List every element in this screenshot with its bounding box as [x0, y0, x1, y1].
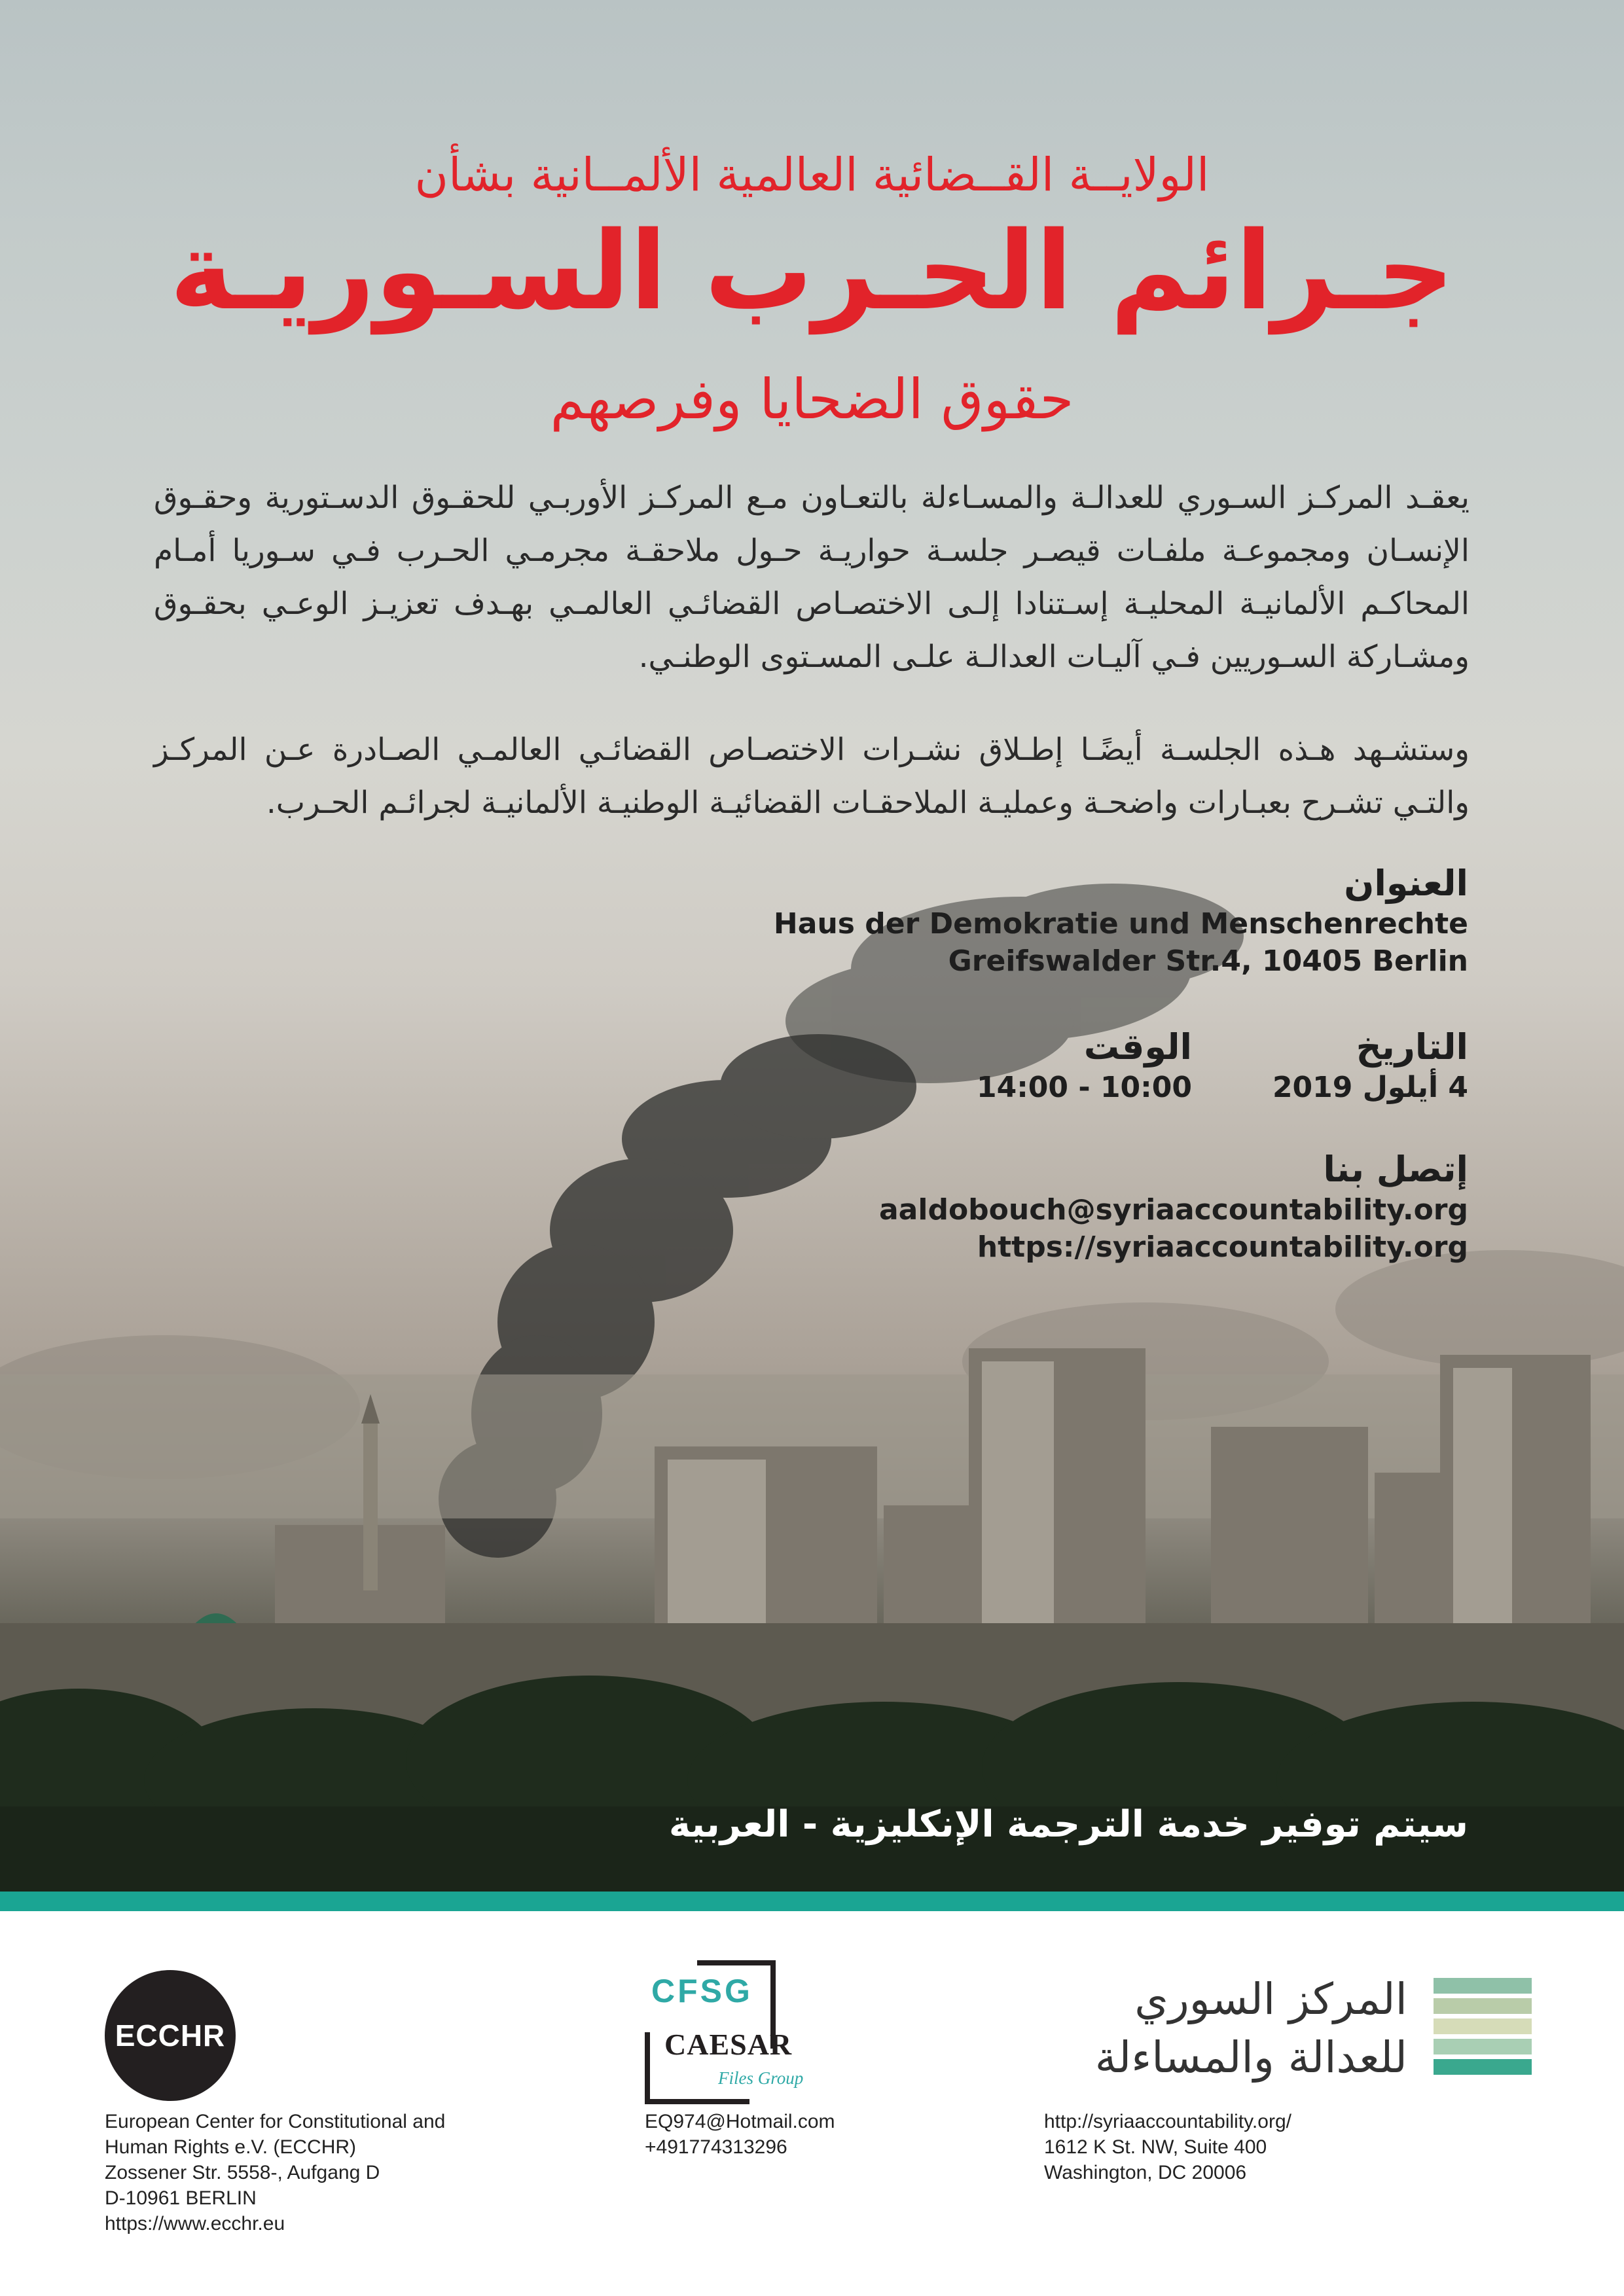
translation-note: سيتم توفير خدمة الترجمة الإنكليزية - العربية: [668, 1803, 1468, 1846]
ecchr-website-link[interactable]: https://www.ecchr.eu: [105, 2213, 285, 2234]
address-heading: العنوان: [1344, 863, 1468, 904]
sjac-website-link[interactable]: http://syriaaccountability.org/: [1044, 2111, 1291, 2132]
event-subtitle-top: الولايــة القــضائية العالمية الألمــانية بشأن: [414, 148, 1210, 202]
sjac-logo-line-2: للعدالة والمساءلة: [1094, 2032, 1407, 2083]
sjac-stripe: [1434, 1978, 1532, 1994]
teal-divider: [0, 1892, 1624, 1911]
event-title: جـرائم الحـرب السـوريـة: [170, 208, 1454, 334]
sjac-stripe: [1434, 2059, 1532, 2075]
ecchr-logo-text: ECCHR: [115, 2018, 226, 2053]
cfsg-group: Files Group: [718, 2068, 804, 2088]
cfsg-email-link[interactable]: EQ974@Hotmail.com: [645, 2111, 835, 2132]
ecchr-line: D-10961 BERLIN: [105, 2187, 257, 2209]
address-line-1: Haus der Demokratie und Menschenrechte: [773, 906, 1468, 941]
contact-email-link[interactable]: aaldobouch@syriaaccountability.org: [878, 1193, 1468, 1227]
contact-website-link[interactable]: https://syriaaccountability.org: [977, 1230, 1468, 1264]
sjac-contact: [1044, 2109, 1411, 2185]
description-paragraph-1: يعقـد المركـز السـوري للعدالـة والمسـاءلة بالتعـاون مـع المركـز الأوربـي للحقـوق الدسـتورية وحقـوق الإنسـان ومجموعـة ملفـات قيصـر جلسـة حواريـة حـول ملاحقـة مجرمـي الحـرب فـي سـوريا أمـام المحاكـم الألمانيـة المحليـة إسـتنادا إلـى الاختصـاص القضائـي العالمـي بهـدف تعزيـز الوعـي بحقـوق ومشـاركة السـوريين فـي آليـات العدالـة علـى المسـتوى الوطنـي.: [154, 480, 1470, 675]
cfsg-name: CAESAR: [664, 2028, 793, 2061]
ecchr-line: Zossener Str. 5558-, Aufgang D: [105, 2162, 380, 2183]
sjac-logo-text: [1095, 1970, 1407, 2087]
contact-heading: إتصل بنا: [1323, 1149, 1468, 1190]
event-subtitle-bottom: حقوق الضحايا وفرصهم: [550, 367, 1074, 431]
sjac-logo: [1034, 1970, 1532, 2101]
cfsg-logo: [645, 1960, 821, 2104]
description-paragraph-2: وستشـهد هـذه الجلسـة أيضًـا إطـلاق نشـرات الاختصـاص القضائـي العالمـي الصـادرة عـن المركـز والتـي تشـرح بعبـارات واضحـة وعمليـة الملاحقـات القضائيـة الوطنيـة الألمانيـة لجرائـم الحـرب.: [154, 732, 1470, 821]
date-value: 4 أيلول 2019: [1272, 1070, 1468, 1104]
date-section: [1272, 1026, 1468, 1106]
time-heading: الوقت: [1083, 1026, 1192, 1067]
date-heading: التاريخ: [1356, 1026, 1468, 1067]
sjac-line: 1612 K St. NW, Suite 400: [1044, 2136, 1267, 2158]
ecchr-logo: [105, 1970, 236, 2101]
sjac-line: Washington, DC 20006: [1044, 2162, 1247, 2183]
contact-section: [879, 1149, 1468, 1266]
sjac-stripes-icon: [1434, 1978, 1532, 2079]
cfsg-abbr: CFSG: [651, 1973, 753, 2009]
time-section: [977, 1026, 1192, 1106]
sjac-stripe: [1434, 2018, 1532, 2034]
cfsg-phone: +491774313296: [645, 2136, 787, 2158]
sjac-logo-line-1: المركز السوري: [1134, 1974, 1407, 2024]
sjac-stripe: [1434, 1998, 1532, 2014]
sjac-stripe: [1434, 2039, 1532, 2054]
ecchr-contact: [105, 2109, 524, 2236]
ecchr-line: Human Rights e.V. (ECCHR): [105, 2136, 357, 2158]
time-value: 14:00 - 10:00: [976, 1070, 1192, 1104]
ecchr-line: European Center for Constitutional and: [105, 2111, 446, 2132]
address-section: [774, 863, 1468, 980]
cfsg-contact: [645, 2109, 920, 2160]
address-line-2: Greifswalder Str.4, 10405 Berlin: [948, 944, 1468, 978]
